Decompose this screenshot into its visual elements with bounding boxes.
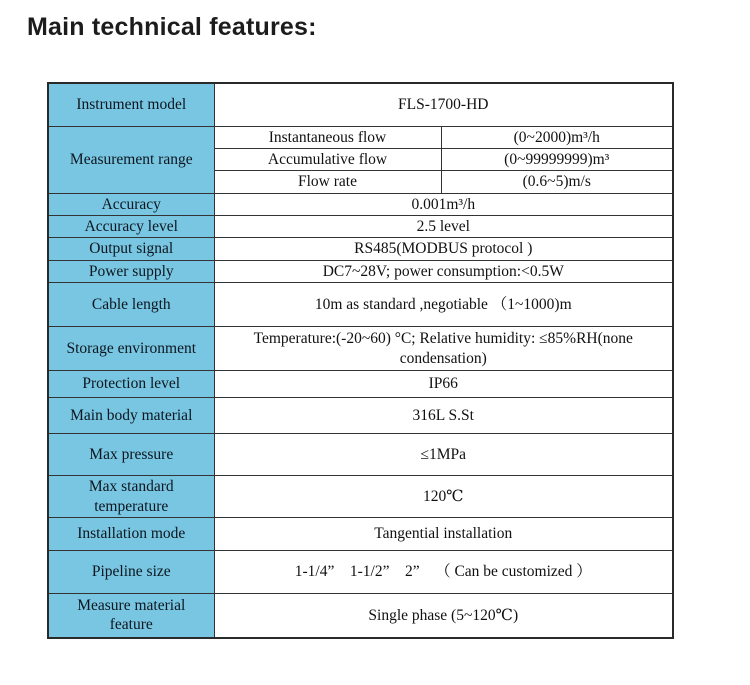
spec-value-cell: FLS-1700-HD xyxy=(214,83,673,126)
sub-spec-name-cell: Accumulative flow xyxy=(214,148,441,170)
spec-value-cell: 10m as standard ,negotiable （1~1000)m xyxy=(214,283,673,327)
table-row xyxy=(48,327,673,371)
table-row xyxy=(48,434,673,476)
table-row xyxy=(48,260,673,282)
spec-label-cell: Installation mode xyxy=(48,518,214,551)
spec-label-cell: Accuracy level xyxy=(48,216,214,238)
spec-value-cell: 120℃ xyxy=(214,476,673,518)
spec-value-cell: Temperature:(-20~60) °C; Relative humidity: ≤85%RH(none condensation) xyxy=(214,327,673,371)
spec-label-cell: Output signal xyxy=(48,238,214,260)
table-row xyxy=(48,216,673,238)
spec-label-cell: Instrument model xyxy=(48,83,214,126)
table-row xyxy=(48,551,673,594)
spec-label-cell: Max pressure xyxy=(48,434,214,476)
sub-spec-name-cell: Instantaneous flow xyxy=(214,126,441,148)
sub-spec-value-cell: (0~99999999)m³ xyxy=(441,148,673,170)
spec-value-cell: Tangential installation xyxy=(214,518,673,551)
page-title: Main technical features: xyxy=(27,13,317,41)
technical-features-table xyxy=(47,82,674,639)
spec-label-cell: Protection level xyxy=(48,371,214,398)
spec-value-cell: 0.001m³/h xyxy=(214,193,673,215)
sub-spec-name-cell: Flow rate xyxy=(214,171,441,193)
spec-label-cell: Pipeline size xyxy=(48,551,214,594)
table-row xyxy=(48,283,673,327)
spec-value-cell: 1-1/4” 1-1/2” 2” （ Can be customized ） xyxy=(214,551,673,594)
spec-value-cell: DC7~28V; power consumption:<0.5W xyxy=(214,260,673,282)
spec-label-cell: Measure material feature xyxy=(48,594,214,638)
spec-label-cell: Main body material xyxy=(48,398,214,434)
table-row xyxy=(48,476,673,518)
table-row xyxy=(48,83,673,126)
table-row xyxy=(48,594,673,638)
spec-label-cell: Power supply xyxy=(48,260,214,282)
spec-value-cell: RS485(MODBUS protocol ) xyxy=(214,238,673,260)
table-row xyxy=(48,398,673,434)
spec-value-cell: 2.5 level xyxy=(214,216,673,238)
spec-value-cell: ≤1MPa xyxy=(214,434,673,476)
spec-value-cell: Single phase (5~120℃) xyxy=(214,594,673,638)
spec-label-cell: Storage environment xyxy=(48,327,214,371)
table-row xyxy=(48,518,673,551)
spec-value-cell: IP66 xyxy=(214,371,673,398)
spec-label-cell: Measurement range xyxy=(48,126,214,193)
table-row xyxy=(48,238,673,260)
table-row xyxy=(48,126,673,148)
spec-label-cell: Accuracy xyxy=(48,193,214,215)
sub-spec-value-cell: (0~2000)m³/h xyxy=(441,126,673,148)
sub-spec-value-cell: (0.6~5)m/s xyxy=(441,171,673,193)
spec-label-cell: Max standard temperature xyxy=(48,476,214,518)
spec-value-cell: 316L S.St xyxy=(214,398,673,434)
table-row xyxy=(48,193,673,215)
table-row xyxy=(48,371,673,398)
spec-label-cell: Cable length xyxy=(48,283,214,327)
